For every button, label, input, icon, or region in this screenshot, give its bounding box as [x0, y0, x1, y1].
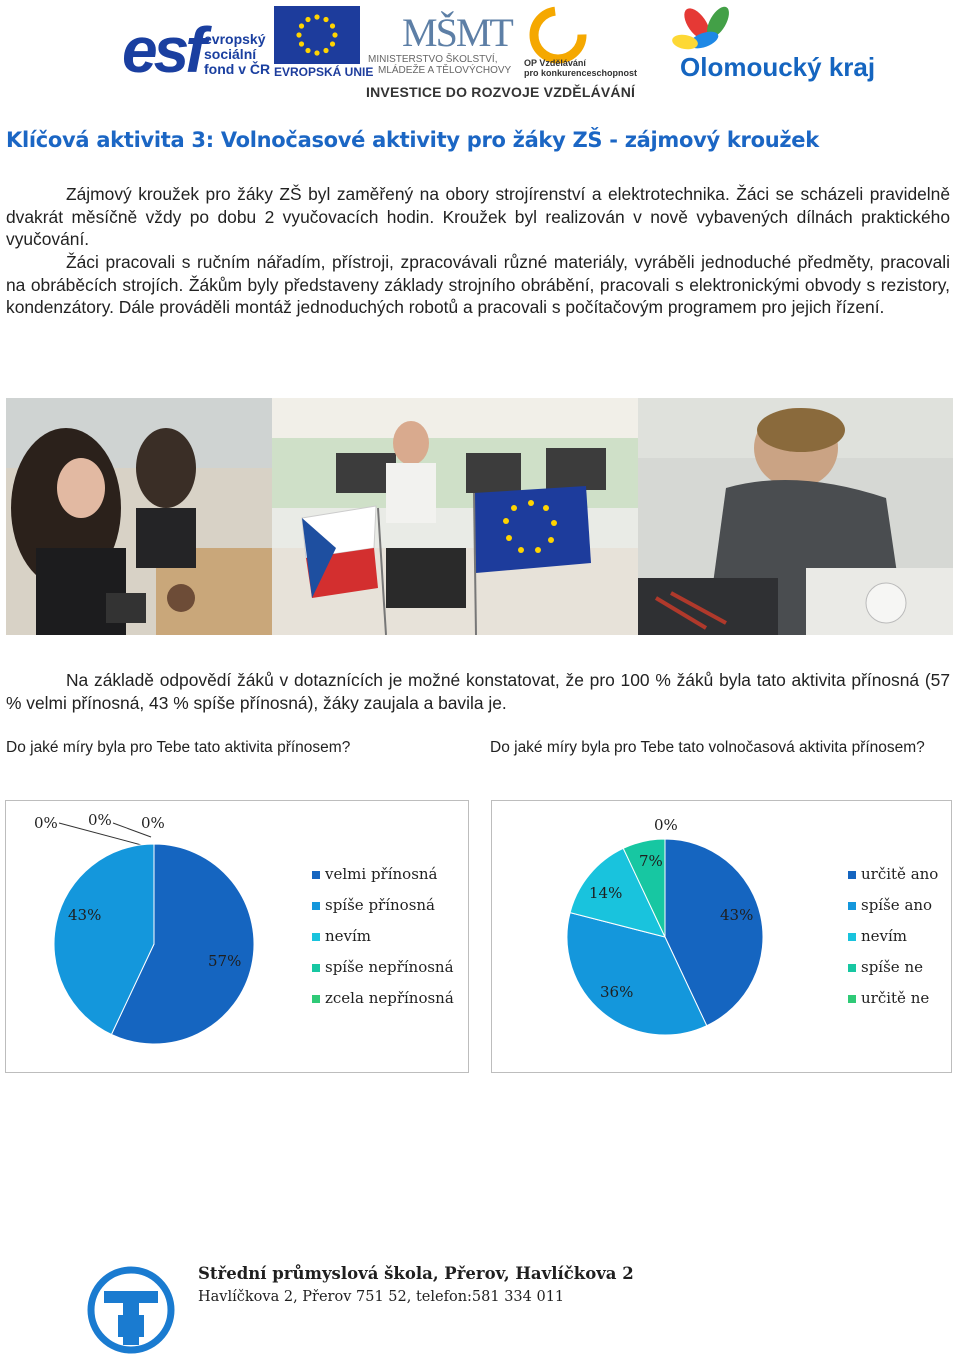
chart-2-data-label-2: 14% [589, 884, 623, 902]
photo-girls-soldering [6, 398, 272, 635]
paragraph-3 [6, 669, 950, 714]
chart-2-legend-swatch-1 [848, 902, 856, 910]
chart-1-legend-swatch-4 [312, 995, 320, 1003]
question-1: Do jaké míry byla pro Tebe tato aktivita přínosem? [6, 739, 351, 756]
photo-classroom-flags [272, 398, 638, 635]
paragraph-1-text: Zájmový kroužek pro žáky ZŠ byl zaměřený na obory strojírenství a elektrotechnika. Žáci se scházeli pravidelně dvakrát měsíčně vždy po dobu 2 vyučovacích hodin. Kroužek byl realizován v nově vybavených dílnách praktického vyučování. [6, 184, 950, 249]
chart-1-frame [5, 800, 469, 1073]
msmt-mark: MŠMT [402, 10, 512, 55]
chart-1-legend-item-4: zcela nepřínosná [325, 989, 454, 1007]
chart-2-data-label-0: 43% [720, 906, 754, 924]
chart-1-legend-swatch-1 [312, 902, 320, 910]
chart-1-legend-item-0: velmi přínosná [325, 865, 438, 883]
chart-2-data-label-1: 36% [600, 983, 634, 1001]
school-name: Střední průmyslová škola, Přerov, Havlíčkova 2 [198, 1264, 634, 1283]
chart-2-legend-swatch-3 [848, 964, 856, 972]
chart-2-frame [491, 800, 952, 1073]
msmt-text-2: MLÁDEŽE A TĚLOVÝCHOVY [378, 65, 512, 76]
chart-1-legend-item-3: spíše nepřínosná [325, 958, 454, 976]
paragraph-3-text: Na základě odpovědí žáků v dotaznících je možné konstatovat, že pro 100 % žáků byla tato aktivita přínosná (57 % velmi přínosná, 43 % spíše přínosná), žáky zaujala a bavila je. [6, 670, 950, 713]
op-text-1: OP Vzdělávání [524, 58, 586, 68]
paragraph-2-text: Žáci pracovali s ručním nářadím, přístroji, zpracovávali různé materiály, vyráběli jednoduché předměty, pracovali na obráběcích strojích. Žákům byly představeny základy strojního obrábění, pracovali s elektronickými obvody s rezistory, kondenzátory. Dále prováděli montáž jednoduchých robotů a pracovali s počítačovým programem pro jejich řízení. [6, 252, 950, 317]
chart-1-data-label-0: 57% [208, 952, 242, 970]
chart-1 [6, 801, 468, 1072]
esf-mark: esf [122, 14, 203, 86]
chart-2-legend-swatch-2 [848, 933, 856, 941]
photo-boy-electronics [638, 398, 953, 635]
chart-1-data-label-2: 0% [34, 814, 58, 832]
school-address: Havlíčkova 2, Přerov 751 52, telefon:581 334 011 [198, 1289, 565, 1305]
chart-1-data-label-1: 43% [68, 906, 102, 924]
chart-2-legend-item-2: nevím [861, 927, 908, 945]
msmt-text-1: MINISTERSTVO ŠKOLSTVÍ, [368, 54, 498, 65]
paragraph-1 [6, 183, 950, 251]
eu-flag-logo [274, 6, 373, 79]
paragraph-2 [6, 251, 950, 319]
op-vk-logo [524, 11, 637, 78]
region-text: Olomoucký kraj [680, 52, 876, 82]
school-logo [86, 1263, 176, 1358]
chart-2-legend-item-3: spíše ne [861, 958, 923, 976]
olomoucky-kraj-logo [671, 3, 875, 82]
esf-text-2: sociální [204, 46, 257, 62]
question-2: Do jaké míry byla pro Tebe tato volnočasová aktivita přínosem? [490, 739, 925, 756]
chart-2-data-label-4: 0% [654, 816, 678, 834]
esf-text-3: fond v ČR [204, 61, 271, 77]
eu-text: EVROPSKÁ UNIE [274, 65, 374, 79]
esf-text-1: evropský [204, 31, 266, 47]
chart-1-data-label-4: 0% [141, 814, 165, 832]
op-text-2: pro konkurenceschopnost [524, 68, 638, 78]
tagline: INVESTICE DO ROZVOJE VZDĚLÁVÁNÍ [366, 84, 636, 100]
chart-2-legend-item-4: určitě ne [861, 989, 930, 1007]
chart-2-legend-item-0: určitě ano [861, 865, 939, 883]
chart-2-data-label-3: 7% [639, 852, 663, 870]
photo-strip [6, 398, 953, 635]
chart-2-legend-swatch-0 [848, 871, 856, 879]
chart-1-legend-item-1: spíše přínosná [325, 896, 436, 914]
chart-2-legend-item-1: spíše ano [861, 896, 933, 914]
chart-1-data-label-3: 0% [88, 811, 112, 829]
chart-1-legend-swatch-2 [312, 933, 320, 941]
chart-2-legend-swatch-4 [848, 995, 856, 1003]
page-title: Klíčová aktivita 3: Volnočasové aktivity pro žáky ZŠ - zájmový kroužek [6, 128, 819, 152]
chart-1-legend-swatch-0 [312, 871, 320, 879]
esf-logo [121, 6, 270, 86]
chart-1-legend-item-2: nevím [325, 927, 372, 945]
chart-1-legend-swatch-3 [312, 964, 320, 972]
msmt-logo [368, 10, 513, 76]
